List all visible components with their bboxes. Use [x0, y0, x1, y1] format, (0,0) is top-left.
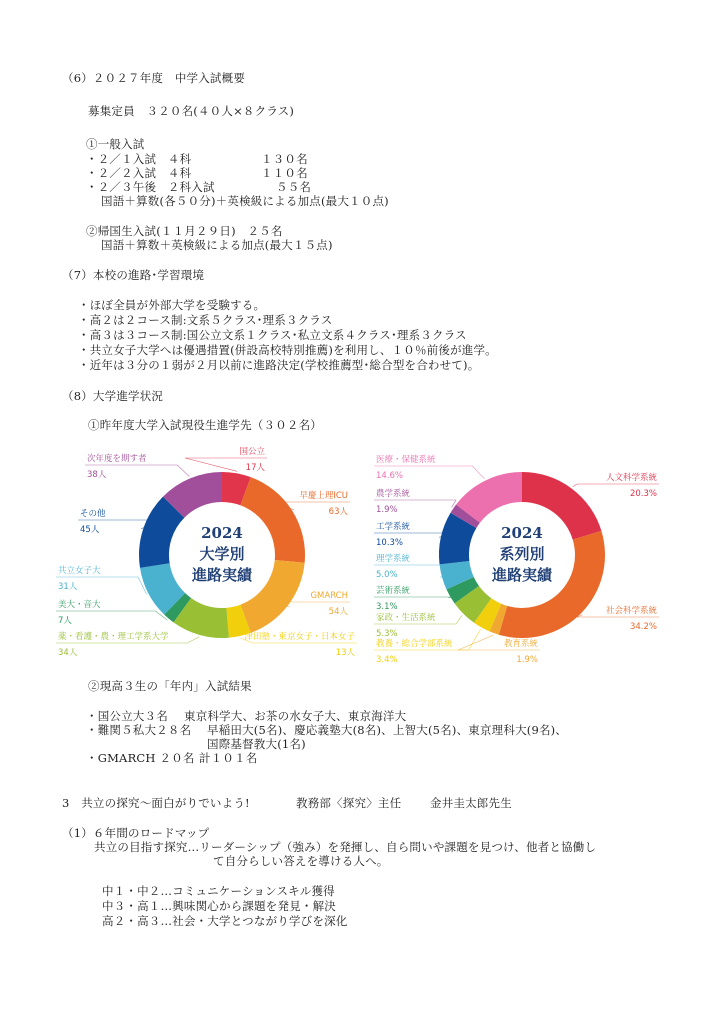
- exam-row-count: １１０名: [261, 166, 308, 180]
- slice-value-label: 3.1%: [376, 602, 398, 612]
- result-detail: 国際基督教大(1名): [207, 737, 306, 751]
- slice-value-label: 31人: [58, 582, 78, 592]
- result-detail: 東京科学大、お茶の水女子大、東京海洋大: [184, 709, 407, 723]
- leader-line: [573, 484, 659, 487]
- slice-value-label: 1.9%: [376, 505, 398, 515]
- environment-item: ・高２は２コース制:文系５クラス･理系３クラス: [78, 313, 333, 327]
- slice-label: 次年度を期す者: [87, 454, 147, 464]
- slice-value-label: 13人: [335, 648, 355, 658]
- donut-center-text: 大学別: [199, 545, 245, 563]
- returnee-exam-note: 国語＋算数＋英検級による加点(最大１５点): [101, 238, 333, 252]
- slice-value-label: 7人: [58, 616, 72, 626]
- result-label: ・難関５私大２８名: [86, 723, 192, 737]
- slice-label: 共立女子大: [58, 566, 101, 576]
- slice-value-label: 5.0%: [376, 570, 398, 580]
- slice-label: 工学系統: [376, 522, 411, 532]
- section3-heading: 3 共立の探究〜面白がりでいよう!: [62, 796, 250, 810]
- section3-dept: 教務部〈探究〉主任: [296, 796, 402, 810]
- slice-label: GMARCH: [310, 591, 348, 601]
- environment-item: ・ほぼ全員が外部大学を受験する。: [78, 298, 266, 312]
- exam-row-label: ・２／１入試 ４科: [86, 152, 192, 166]
- university-donut-chart: [50, 440, 370, 670]
- roadmap-item: 高２・高３…社会・大学とつながり学びを深化: [102, 914, 348, 928]
- slice-value-label: 10.3%: [376, 538, 404, 548]
- section3-teacher: 金井圭太郎先生: [430, 796, 512, 810]
- slice-value-label: 38人: [87, 470, 107, 480]
- leader-line: [374, 597, 456, 598]
- slice-value-label: 45人: [80, 525, 100, 535]
- section8-sub1: ①昨年度大学入試現役生進学先（３０２名）: [88, 418, 322, 432]
- exam-row-label: ・２／２入試 ４科: [86, 166, 192, 180]
- section8-heading: （8）大学進学状況: [62, 389, 164, 403]
- slice-label: 理学系統: [376, 554, 411, 564]
- slice-value-label: 14.6%: [376, 471, 404, 481]
- exam-row-count: ５５名: [276, 180, 312, 194]
- returnee-exam-title: ②帰国生入試(１１月２９日) ２５名: [86, 224, 283, 238]
- environment-item: ・近年は３分の１弱が２月以前に進路決定(学校推薦型･総合型を合わせて)。: [78, 358, 480, 372]
- section8-sub2: ②現高３生の「年内」入試結果: [88, 679, 252, 693]
- section6-heading: （6）２０２７年度 中学入試概要: [62, 71, 246, 85]
- slice-value-label: 54人: [328, 607, 348, 617]
- result-detail: 早稲田大(5名)、慶応義塾大(8名)、上智大(5名)、東京理科大(9名)、: [207, 723, 568, 737]
- donut-center-text: 進路実績: [491, 566, 553, 584]
- slice-label: 人文科学系統: [605, 473, 657, 483]
- slice-label: 農学系統: [376, 489, 411, 499]
- slice-value-label: 20.3%: [629, 489, 657, 499]
- field-donut-chart: [360, 440, 680, 670]
- donut-center-text: 進路実績: [191, 566, 253, 584]
- slice-label: 国公立: [239, 447, 265, 457]
- slice-label: 美大・音大: [58, 600, 101, 610]
- roadmap-heading: （1）６年間のロードマップ: [62, 826, 210, 840]
- general-exam-title: ①一般入試: [86, 137, 145, 151]
- result-detail: 計１０１名: [199, 751, 258, 765]
- environment-item: ・高３は３コース制:国公立文系１クラス･私立文系４クラス･理系３クラス: [78, 328, 467, 342]
- result-label: ・国公立大３名: [86, 709, 168, 723]
- general-exam-note: 国語＋算数(各５０分)＋英検級による加点(最大１０点): [101, 194, 389, 208]
- slice-label: 芸術系統: [376, 586, 411, 596]
- slice-label: 教育系統: [503, 639, 538, 649]
- donut-center-text: 2024: [201, 524, 243, 542]
- roadmap-item: 中１・中２…コミュニケーションスキル獲得: [102, 884, 335, 898]
- slice-value-label: 34.2%: [629, 622, 657, 632]
- slice-label: 薬・看護・農・理工学系大学: [58, 632, 169, 642]
- section7-heading: （7）本校の進路･学習環境: [62, 268, 205, 282]
- capacity-text: 募集定員 ３２０名(４０人×８クラス): [88, 104, 295, 118]
- slice-value-label: 3.4%: [376, 655, 398, 665]
- leader-line: [56, 611, 167, 620]
- slice-value-label: 1.9%: [516, 655, 538, 665]
- slice-value-label: 34人: [58, 648, 78, 658]
- environment-item: ・共立女子大学へは優遇措置(併設高校特別推薦)を利用し、１０％前後が進学。: [78, 343, 497, 357]
- slice-value-label: 17人: [245, 463, 265, 473]
- exam-row-count: １３０名: [261, 152, 308, 166]
- exam-row-label: ・２／３午後 ２科入試: [86, 180, 215, 194]
- donut-center-text: 2024: [501, 524, 543, 542]
- slice-label: 社会科学系統: [605, 606, 657, 616]
- slice-label: 早慶上理ICU: [299, 491, 348, 501]
- result-label: ・GMARCH ２０名: [86, 751, 195, 765]
- slice-label: 家政・生活系統: [376, 613, 436, 623]
- inquiry-aim-cont: て自分らしい答えを導ける人へ。: [213, 854, 389, 868]
- donut-center-text: 系列別: [499, 545, 545, 563]
- slice-label: その他: [80, 509, 106, 519]
- slice-value-label: 5.3%: [376, 629, 398, 639]
- slice-value-label: 63人: [328, 507, 348, 517]
- slice-label: 津田塾・東京女子・日本女子: [244, 632, 355, 642]
- donut-slice: [240, 477, 305, 563]
- inquiry-aim: 共立の目指す探究…リーダーシップ（強み）を発揮し、自ら問いや課題を見つけ、他者と協働し: [94, 840, 597, 854]
- slice-label: 教養・総合学部系統: [376, 639, 453, 649]
- slice-label: 医療・保健系統: [376, 455, 436, 465]
- roadmap-item: 中３・高１…興味関心から課題を発見・解決: [102, 899, 336, 913]
